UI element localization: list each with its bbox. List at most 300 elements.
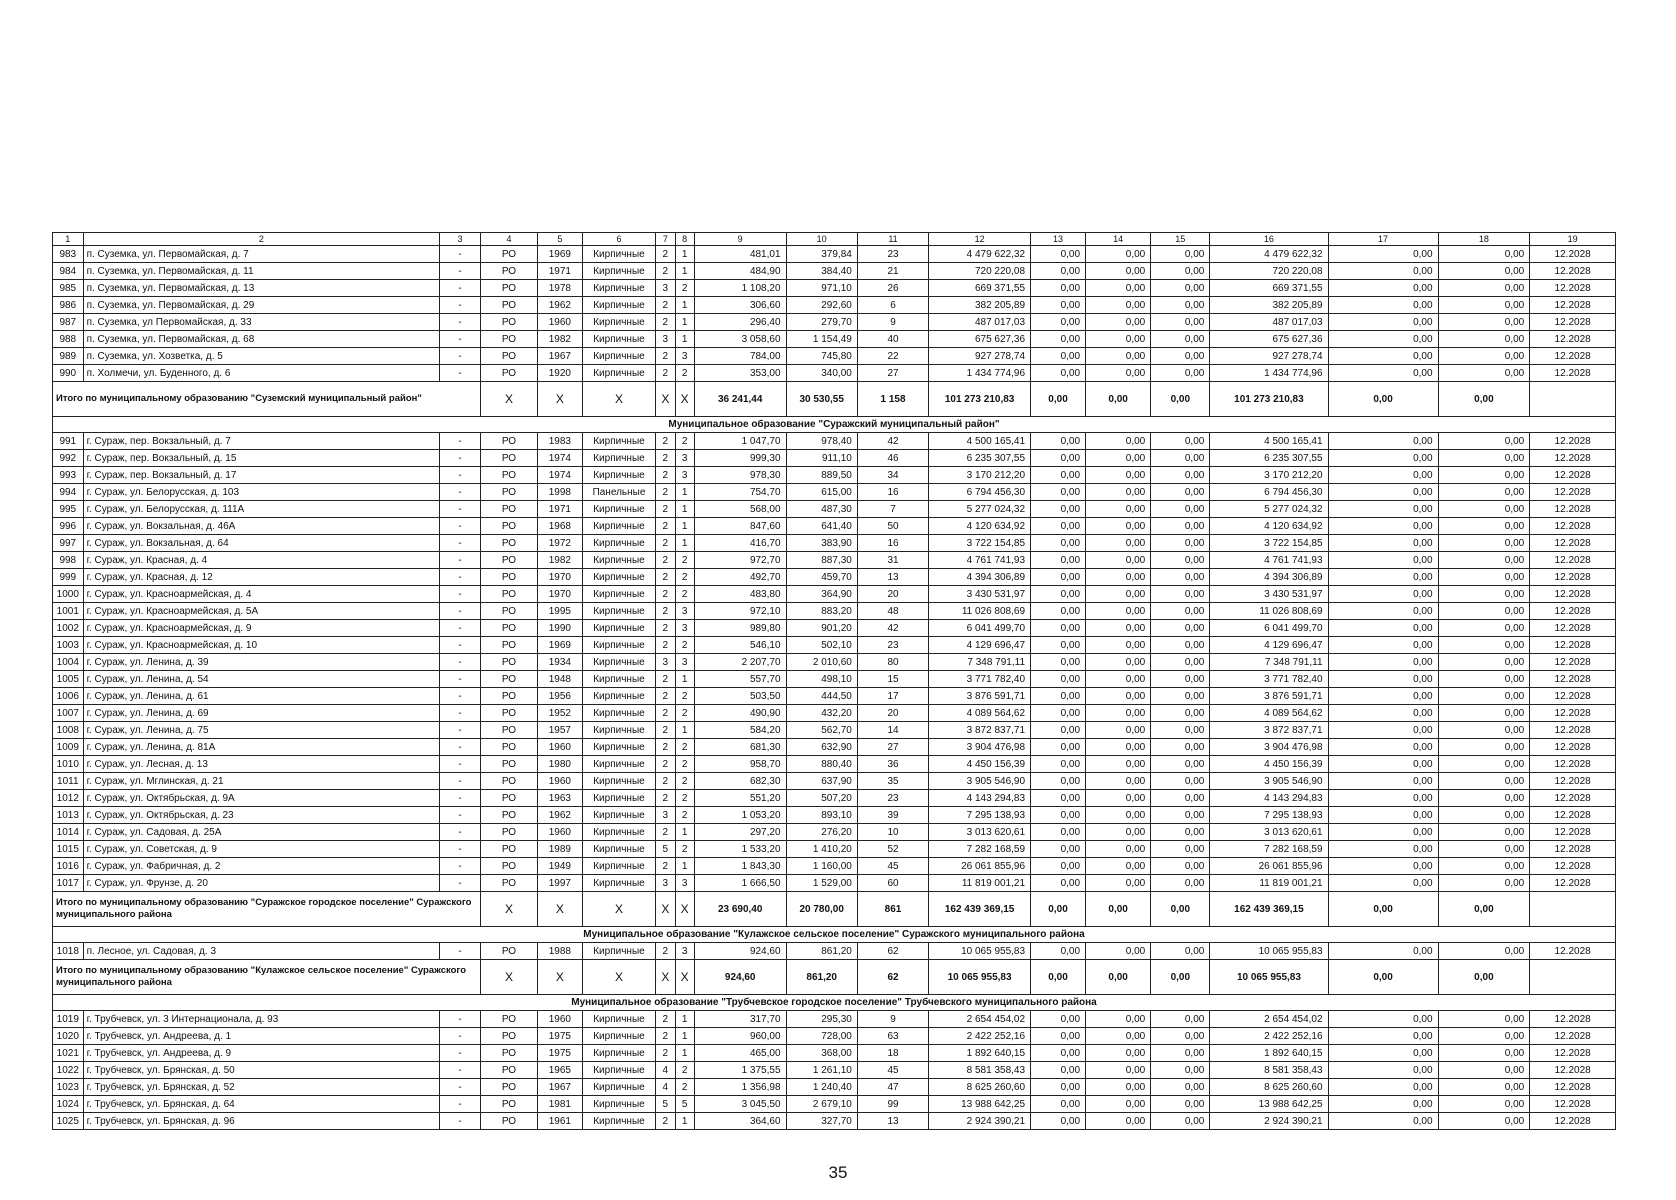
table-cell: 2 — [675, 705, 694, 722]
table-cell: 7 348 791,11 — [929, 654, 1031, 671]
table-cell: 0,00 — [1328, 263, 1438, 280]
address-cell: г. Сураж, ул. Ленина, д. 81А — [83, 739, 440, 756]
table-cell: 0,00 — [1438, 756, 1530, 773]
table-cell: 0,00 — [1328, 586, 1438, 603]
table-cell: 1008 — [53, 722, 84, 739]
table-body — [53, 233, 1616, 1130]
table-cell: 0,00 — [1328, 569, 1438, 586]
table-cell: Кирпичные — [582, 671, 655, 688]
table-cell: 0,00 — [1438, 824, 1530, 841]
table-cell: 0,00 — [1031, 280, 1086, 297]
table-cell: 3 170 212,20 — [1210, 467, 1328, 484]
table-cell: 0,00 — [1086, 1096, 1151, 1113]
table-cell: 16 — [857, 484, 928, 501]
table-cell: 0,00 — [1438, 518, 1530, 535]
table-cell: 2 924 390,21 — [929, 1113, 1031, 1130]
table-cell: 1995 — [537, 603, 582, 620]
table-row — [53, 331, 1616, 348]
table-cell: РО — [480, 246, 537, 263]
table-row — [53, 654, 1616, 671]
table-cell: 0,00 — [1151, 535, 1210, 552]
table-cell: 1009 — [53, 739, 84, 756]
table-row — [53, 756, 1616, 773]
table-cell: 0,00 — [1031, 433, 1086, 450]
table-cell: 0,00 — [1086, 433, 1151, 450]
table-cell: 12.2028 — [1530, 637, 1616, 654]
subtotal-cell: 162 439 369,15 — [1210, 892, 1328, 927]
table-cell: 2 — [675, 739, 694, 756]
table-cell: 1980 — [537, 756, 582, 773]
table-cell: 2 654 454,02 — [929, 1011, 1031, 1028]
table-cell: 1017 — [53, 875, 84, 892]
table-row — [53, 433, 1616, 450]
table-cell: Кирпичные — [582, 739, 655, 756]
table-cell: 988 — [53, 331, 84, 348]
table-cell: 0,00 — [1151, 1113, 1210, 1130]
address-cell: г. Сураж, ул. Фабричная, д. 2 — [83, 858, 440, 875]
table-cell: 1948 — [537, 671, 582, 688]
table-cell: 1012 — [53, 790, 84, 807]
table-cell: 0,00 — [1086, 790, 1151, 807]
table-cell: 35 — [857, 773, 928, 790]
subtotal-cell: 0,00 — [1328, 382, 1438, 417]
table-cell: РО — [480, 348, 537, 365]
table-cell: 0,00 — [1328, 637, 1438, 654]
address-cell: г. Сураж, ул. Красная, д. 12 — [83, 569, 440, 586]
table-cell: 997 — [53, 535, 84, 552]
table-cell: 1019 — [53, 1011, 84, 1028]
table-cell: РО — [480, 1011, 537, 1028]
address-cell: г. Сураж, ул. Октябрьская, д. 9А — [83, 790, 440, 807]
table-cell: Кирпичные — [582, 654, 655, 671]
table-cell: РО — [480, 1096, 537, 1113]
table-cell: 1960 — [537, 1011, 582, 1028]
table-cell: 3 045,50 — [694, 1096, 786, 1113]
table-cell: 0,00 — [1031, 1113, 1086, 1130]
table-cell: - — [440, 1079, 481, 1096]
table-cell: - — [440, 807, 481, 824]
column-number-11: 11 — [857, 233, 928, 246]
table-cell: 0,00 — [1151, 331, 1210, 348]
table-cell: РО — [480, 1079, 537, 1096]
table-cell: 12.2028 — [1530, 1045, 1616, 1062]
table-cell: 0,00 — [1438, 1045, 1530, 1062]
table-cell: 0,00 — [1031, 790, 1086, 807]
table-cell: 0,00 — [1328, 433, 1438, 450]
table-cell: - — [440, 739, 481, 756]
table-row — [53, 790, 1616, 807]
table-cell: - — [440, 654, 481, 671]
table-cell: 0,00 — [1086, 518, 1151, 535]
table-cell: - — [440, 297, 481, 314]
table-cell: 2 — [656, 620, 675, 637]
table-cell: 1975 — [537, 1028, 582, 1045]
table-cell: 0,00 — [1086, 314, 1151, 331]
subtotal-cell: X — [537, 960, 582, 995]
table-cell: 972,10 — [694, 603, 786, 620]
table-cell: 861,20 — [786, 943, 857, 960]
table-cell: РО — [480, 586, 537, 603]
table-cell: Кирпичные — [582, 535, 655, 552]
table-cell: 0,00 — [1328, 620, 1438, 637]
table-cell: 2 — [656, 858, 675, 875]
address-cell: п. Суземка, ул. Хозветка, д. 5 — [83, 348, 440, 365]
table-cell: 0,00 — [1328, 807, 1438, 824]
table-cell: 983 — [53, 246, 84, 263]
subtotal-cell: 101 273 210,83 — [1210, 382, 1328, 417]
table-cell: 42 — [857, 620, 928, 637]
subtotal-cell: X — [675, 382, 694, 417]
table-cell: 2 207,70 — [694, 654, 786, 671]
table-cell: 12.2028 — [1530, 246, 1616, 263]
table-cell: 0,00 — [1328, 348, 1438, 365]
table-cell: Кирпичные — [582, 586, 655, 603]
table-cell: 0,00 — [1086, 331, 1151, 348]
table-cell: Кирпичные — [582, 246, 655, 263]
column-number-row — [53, 233, 1616, 246]
table-cell: 991 — [53, 433, 84, 450]
table-cell: 9 — [857, 314, 928, 331]
table-cell: 12.2028 — [1530, 824, 1616, 841]
table-cell: 23 — [857, 790, 928, 807]
table-cell: 0,00 — [1031, 586, 1086, 603]
table-cell: Кирпичные — [582, 433, 655, 450]
table-cell: 887,30 — [786, 552, 857, 569]
table-cell: РО — [480, 722, 537, 739]
address-cell: п. Суземка, ул. Первомайская, д. 29 — [83, 297, 440, 314]
table-cell: 994 — [53, 484, 84, 501]
table-cell: РО — [480, 637, 537, 654]
table-cell: 0,00 — [1031, 807, 1086, 824]
table-cell: 669 371,55 — [929, 280, 1031, 297]
address-cell: г. Трубчевск, ул. Андреева, д. 9 — [83, 1045, 440, 1062]
table-cell: 0,00 — [1438, 552, 1530, 569]
table-cell: 12.2028 — [1530, 739, 1616, 756]
table-cell: 62 — [857, 943, 928, 960]
table-cell: 0,00 — [1031, 569, 1086, 586]
table-cell: 17 — [857, 688, 928, 705]
table-cell: 0,00 — [1438, 280, 1530, 297]
subtotal-cell: 23 690,40 — [694, 892, 786, 927]
table-cell: 0,00 — [1328, 841, 1438, 858]
table-cell: 1970 — [537, 569, 582, 586]
table-cell: 2 — [675, 1079, 694, 1096]
table-cell: 2 — [656, 1045, 675, 1062]
table-cell: 3 905 546,90 — [1210, 773, 1328, 790]
table-cell: 0,00 — [1151, 1096, 1210, 1113]
address-cell: г. Сураж, пер. Вокзальный, д. 17 — [83, 467, 440, 484]
table-cell: 16 — [857, 535, 928, 552]
table-cell: РО — [480, 314, 537, 331]
table-cell: 382 205,89 — [1210, 297, 1328, 314]
table-row — [53, 1096, 1616, 1113]
table-cell: 0,00 — [1438, 501, 1530, 518]
table-cell: 0,00 — [1086, 603, 1151, 620]
table-cell: 0,00 — [1328, 552, 1438, 569]
table-cell: 557,70 — [694, 671, 786, 688]
table-cell: 745,80 — [786, 348, 857, 365]
table-cell: 0,00 — [1438, 433, 1530, 450]
table-cell: 2 — [656, 569, 675, 586]
table-cell: - — [440, 433, 481, 450]
table-cell: РО — [480, 433, 537, 450]
table-cell: 3 — [675, 450, 694, 467]
address-cell: г. Сураж, пер. Вокзальный, д. 7 — [83, 433, 440, 450]
table-cell: 1971 — [537, 263, 582, 280]
address-cell: г. Сураж, ул. Садовая, д. 25А — [83, 824, 440, 841]
table-cell: 1974 — [537, 467, 582, 484]
table-cell: - — [440, 1045, 481, 1062]
address-cell: г. Сураж, ул. Ленина, д. 54 — [83, 671, 440, 688]
table-cell: 3 — [656, 331, 675, 348]
subtotal-cell-empty — [1530, 892, 1616, 927]
table-cell: Кирпичные — [582, 688, 655, 705]
table-cell: 12.2028 — [1530, 1011, 1616, 1028]
table-cell: 2 679,10 — [786, 1096, 857, 1113]
table-cell: 2 — [656, 603, 675, 620]
table-cell: 720 220,08 — [929, 263, 1031, 280]
table-cell: 1974 — [537, 450, 582, 467]
table-cell: 0,00 — [1086, 450, 1151, 467]
table-cell: 80 — [857, 654, 928, 671]
table-cell: 13 988 642,25 — [1210, 1096, 1328, 1113]
table-cell: 5 — [656, 1096, 675, 1113]
address-cell: г. Сураж, ул. Ленина, д. 75 — [83, 722, 440, 739]
table-cell: 0,00 — [1328, 739, 1438, 756]
table-cell: 0,00 — [1086, 705, 1151, 722]
table-cell: 12.2028 — [1530, 875, 1616, 892]
column-number-12: 12 — [929, 233, 1031, 246]
table-cell: 2 — [656, 518, 675, 535]
table-cell: 0,00 — [1086, 297, 1151, 314]
table-cell: 0,00 — [1151, 280, 1210, 297]
table-cell: 0,00 — [1328, 756, 1438, 773]
table-cell: РО — [480, 688, 537, 705]
table-cell: 0,00 — [1031, 671, 1086, 688]
table-cell: 5 277 024,32 — [929, 501, 1031, 518]
table-cell: 34 — [857, 467, 928, 484]
table-cell: 465,00 — [694, 1045, 786, 1062]
table-cell: 6 794 456,30 — [929, 484, 1031, 501]
table-cell: 12.2028 — [1530, 841, 1616, 858]
table-cell: 0,00 — [1328, 450, 1438, 467]
table-cell: Кирпичные — [582, 263, 655, 280]
table-cell: 12.2028 — [1530, 314, 1616, 331]
table-cell: Кирпичные — [582, 450, 655, 467]
table-cell: 45 — [857, 858, 928, 875]
table-cell: 0,00 — [1031, 1079, 1086, 1096]
table-cell: - — [440, 824, 481, 841]
table-cell: 0,00 — [1151, 790, 1210, 807]
table-cell: 1 843,30 — [694, 858, 786, 875]
table-cell: 1 108,20 — [694, 280, 786, 297]
table-cell: 682,30 — [694, 773, 786, 790]
table-cell: 0,00 — [1086, 739, 1151, 756]
table-cell: 0,00 — [1438, 790, 1530, 807]
table-cell: 1 — [675, 297, 694, 314]
table-row — [53, 620, 1616, 637]
table-cell: 48 — [857, 603, 928, 620]
subtotal-cell: 861,20 — [786, 960, 857, 995]
table-cell: 1 — [675, 1028, 694, 1045]
subtotal-cell: 0,00 — [1438, 892, 1530, 927]
table-cell: 0,00 — [1438, 722, 1530, 739]
table-cell: 1 — [675, 246, 694, 263]
table-cell: 1960 — [537, 739, 582, 756]
table-cell: Кирпичные — [582, 569, 655, 586]
table-cell: 1018 — [53, 943, 84, 960]
table-cell: 11 026 808,69 — [929, 603, 1031, 620]
table-cell: 1 356,98 — [694, 1079, 786, 1096]
table-cell: 10 065 955,83 — [929, 943, 1031, 960]
table-cell: РО — [480, 756, 537, 773]
subtotal-cell: 0,00 — [1086, 960, 1151, 995]
address-cell: п. Суземка, ул. Первомайская, д. 11 — [83, 263, 440, 280]
table-cell: 2 — [656, 1011, 675, 1028]
table-cell: 12.2028 — [1530, 552, 1616, 569]
table-row — [53, 824, 1616, 841]
table-cell: 1971 — [537, 501, 582, 518]
table-cell: 0,00 — [1031, 1045, 1086, 1062]
subtotal-row — [53, 382, 1616, 417]
table-cell: 306,60 — [694, 297, 786, 314]
table-cell: 1 533,20 — [694, 841, 786, 858]
table-cell: 2 — [656, 314, 675, 331]
table-cell: - — [440, 1113, 481, 1130]
table-cell: 12.2028 — [1530, 654, 1616, 671]
table-cell: 1990 — [537, 620, 582, 637]
table-cell: 0,00 — [1438, 654, 1530, 671]
table-cell: Кирпичные — [582, 841, 655, 858]
table-cell: 3 876 591,71 — [929, 688, 1031, 705]
table-cell: 1 666,50 — [694, 875, 786, 892]
table-row — [53, 467, 1616, 484]
table-cell: 4 450 156,39 — [1210, 756, 1328, 773]
table-row — [53, 569, 1616, 586]
table-cell: 12.2028 — [1530, 773, 1616, 790]
table-cell: 6 041 499,70 — [1210, 620, 1328, 637]
table-cell: РО — [480, 824, 537, 841]
table-cell: 1010 — [53, 756, 84, 773]
table-cell: 276,20 — [786, 824, 857, 841]
table-cell: 990 — [53, 365, 84, 382]
table-cell: 989,80 — [694, 620, 786, 637]
table-cell: 0,00 — [1031, 484, 1086, 501]
column-number-17: 17 — [1328, 233, 1438, 246]
subtotal-cell: X — [537, 892, 582, 927]
subtotal-cell: 861 — [857, 892, 928, 927]
table-cell: 1 160,00 — [786, 858, 857, 875]
table-cell: 971,10 — [786, 280, 857, 297]
table-cell: 0,00 — [1031, 858, 1086, 875]
table-cell: 7 348 791,11 — [1210, 654, 1328, 671]
table-cell: Кирпичные — [582, 824, 655, 841]
table-cell: 2 422 252,16 — [929, 1028, 1031, 1045]
table-cell: 3 013 620,61 — [929, 824, 1031, 841]
table-cell: - — [440, 790, 481, 807]
table-cell: - — [440, 467, 481, 484]
page-number: 35 — [828, 1163, 848, 1182]
address-cell: г. Сураж, ул. Октябрьская, д. 23 — [83, 807, 440, 824]
table-cell: 0,00 — [1031, 331, 1086, 348]
table-cell: Кирпичные — [582, 807, 655, 824]
table-cell: 0,00 — [1086, 807, 1151, 824]
table-cell: - — [440, 756, 481, 773]
table-cell: 1 434 774,96 — [929, 365, 1031, 382]
table-cell: 2 — [656, 1113, 675, 1130]
table-cell: 4 143 294,83 — [1210, 790, 1328, 807]
table-cell: Кирпичные — [582, 705, 655, 722]
table-cell: - — [440, 671, 481, 688]
table-cell: 551,20 — [694, 790, 786, 807]
table-cell: 0,00 — [1086, 756, 1151, 773]
table-cell: 3 722 154,85 — [1210, 535, 1328, 552]
table-cell: 0,00 — [1438, 739, 1530, 756]
table-row — [53, 484, 1616, 501]
table-cell: 0,00 — [1151, 756, 1210, 773]
table-cell: 0,00 — [1031, 739, 1086, 756]
table-cell: 1016 — [53, 858, 84, 875]
table-cell: 0,00 — [1086, 637, 1151, 654]
table-cell: РО — [480, 790, 537, 807]
table-cell: 3 — [675, 943, 694, 960]
table-cell: Кирпичные — [582, 467, 655, 484]
table-cell: 992 — [53, 450, 84, 467]
table-cell: 995 — [53, 501, 84, 518]
table-cell: 0,00 — [1328, 671, 1438, 688]
section-heading-row — [53, 417, 1616, 433]
subtotal-cell: 0,00 — [1151, 892, 1210, 927]
table-cell: - — [440, 586, 481, 603]
table-cell: 1 375,55 — [694, 1062, 786, 1079]
table-cell: - — [440, 688, 481, 705]
table-row — [53, 671, 1616, 688]
table-cell: 784,00 — [694, 348, 786, 365]
column-number-7: 7 — [656, 233, 675, 246]
table-row — [53, 841, 1616, 858]
table-cell: 1967 — [537, 348, 582, 365]
address-cell: г. Сураж, ул. Вокзальная, д. 46А — [83, 518, 440, 535]
table-cell: 0,00 — [1438, 943, 1530, 960]
table-cell: 0,00 — [1151, 246, 1210, 263]
table-cell: Кирпичные — [582, 280, 655, 297]
table-cell: 0,00 — [1438, 875, 1530, 892]
table-cell: 641,40 — [786, 518, 857, 535]
table-cell: 0,00 — [1438, 688, 1530, 705]
table-row — [53, 1045, 1616, 1062]
table-cell: 0,00 — [1031, 824, 1086, 841]
table-cell: 353,00 — [694, 365, 786, 382]
table-cell: 4 761 741,93 — [929, 552, 1031, 569]
table-cell: 989 — [53, 348, 84, 365]
table-cell: 960,00 — [694, 1028, 786, 1045]
table-cell: 0,00 — [1151, 603, 1210, 620]
table-cell: - — [440, 773, 481, 790]
table-cell: 0,00 — [1438, 705, 1530, 722]
table-cell: 4 761 741,93 — [1210, 552, 1328, 569]
table-cell: 12.2028 — [1530, 1079, 1616, 1096]
table-cell: 1 154,49 — [786, 331, 857, 348]
table-cell: 0,00 — [1031, 1011, 1086, 1028]
table-cell: РО — [480, 552, 537, 569]
table-cell: 2 422 252,16 — [1210, 1028, 1328, 1045]
table-cell: 12.2028 — [1530, 620, 1616, 637]
table-cell: 5 277 024,32 — [1210, 501, 1328, 518]
table-cell: 0,00 — [1438, 1011, 1530, 1028]
subtotal-cell: X — [480, 382, 537, 417]
table-cell: 1957 — [537, 722, 582, 739]
table-cell: 1998 — [537, 484, 582, 501]
